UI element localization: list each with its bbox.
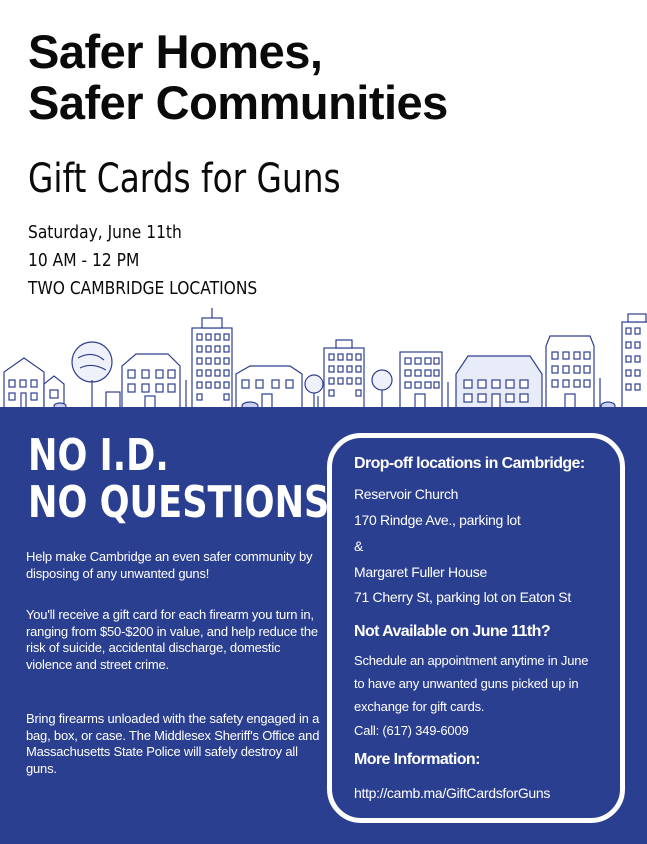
location1-name: Reservoir Church — [354, 486, 459, 502]
subtitle: Gift Cards for Guns — [28, 156, 341, 202]
header-section — [0, 0, 647, 408]
call-number: Call: (617) 349-6009 — [354, 723, 469, 738]
appointment-line-3: exchange for gift cards. — [354, 699, 485, 714]
info-section — [0, 408, 647, 844]
intro-paragraph: Help make Cambridge an even safer community by disposing of any unwanted guns! — [26, 549, 313, 581]
event-details — [28, 219, 257, 303]
location2-name: Margaret Fuller House — [354, 564, 487, 580]
event-time: 10 AM - 12 PM — [28, 250, 140, 271]
headline-line2: Safer Communities — [28, 76, 448, 129]
more-info-heading: More Information: — [354, 751, 480, 768]
appointment-line-1: Schedule an appointment anytime in June — [354, 653, 589, 668]
no-id-banner — [28, 432, 329, 526]
no-questions-line: NO QUESTIONS — [28, 477, 330, 528]
info-url-link[interactable]: http://camb.ma/GiftCardsforGuns — [354, 785, 551, 801]
event-locations-note: TWO CAMBRIDGE LOCATIONS — [28, 278, 258, 299]
location1-address: 170 Rindge Ave., parking lot — [354, 512, 521, 528]
instructions-paragraph: Bring firearms unloaded with the safety engaged in a bag, box, or case. The Middlesex Sheriff's Office and Massachusetts State Police will safely destroy all guns. — [26, 711, 320, 776]
headline-line1: Safer Homes, — [28, 25, 323, 78]
not-available-heading: Not Available on June 11th? — [354, 623, 550, 640]
ampersand: & — [354, 538, 364, 554]
dropoff-heading: Drop-off locations in Cambridge: — [354, 455, 585, 472]
no-id-line: NO I.D. — [28, 430, 169, 481]
location2-address: 71 Cherry St, parking lot on Eaton St — [354, 589, 571, 605]
headline — [28, 26, 448, 128]
gift-card-paragraph: You'll receive a gift card for each firearm you turn in, ranging from $50-$200 in value, and help reduce the risk of suicide, accidental discharge, domestic violence and street crime. — [26, 607, 318, 672]
event-date: Saturday, June 11th — [28, 222, 182, 243]
dropoff-box — [327, 433, 625, 823]
appointment-line-2: to have any unwanted guns picked up in — [354, 676, 579, 691]
skyline-illustration — [0, 300, 647, 412]
